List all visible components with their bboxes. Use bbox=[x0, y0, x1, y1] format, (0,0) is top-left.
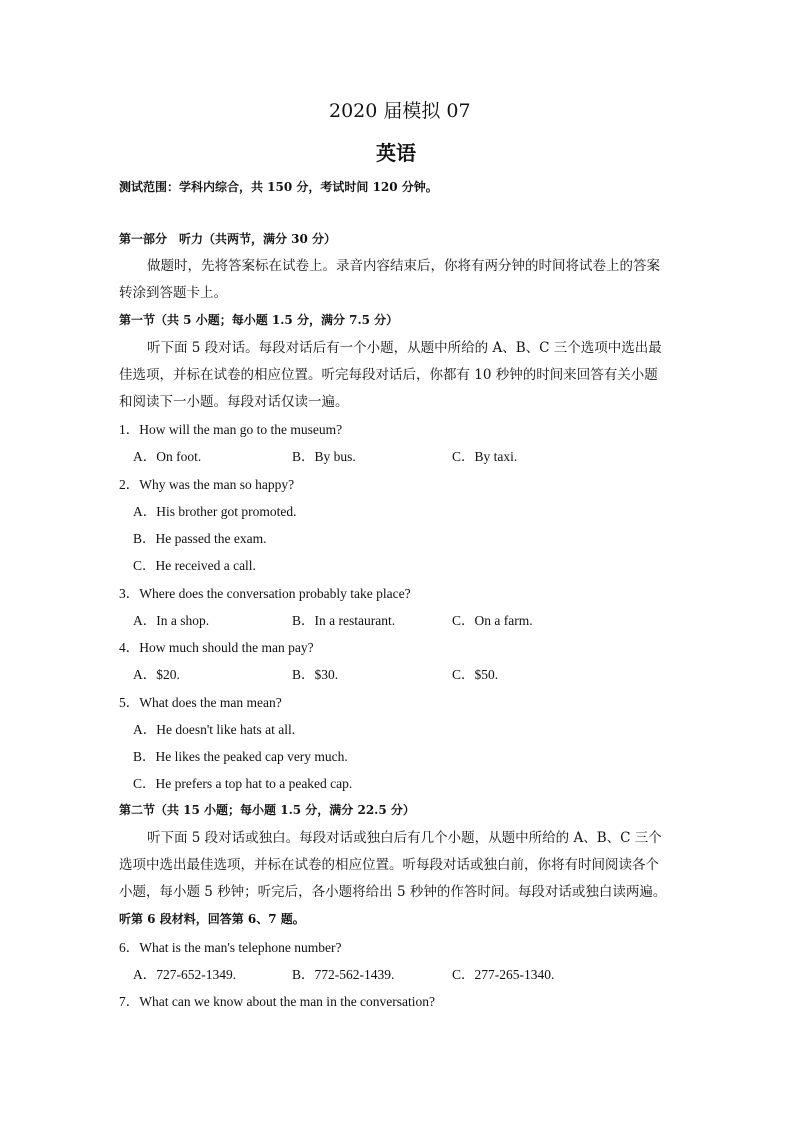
question-6-option-c: C．277-265-1340. bbox=[452, 967, 555, 982]
section2-instr-line1: 听下面 5 段对话或独白。每段对话或独白后有几个小题，从题中所给的 A、B、C 三个 bbox=[147, 830, 662, 846]
section1-heading: 第一节（共 5 小题；每小题 1.5 分，满分 7.5 分） bbox=[119, 313, 399, 327]
section1-instr-line3: 和阅读下一小题。每段对话仅读一遍。 bbox=[119, 394, 349, 410]
question-2-option-c: C．He received a call. bbox=[133, 558, 256, 573]
question-6-option-a: A．727-652-1349. bbox=[133, 967, 237, 982]
question-3-option-c: C．On a farm. bbox=[452, 613, 533, 628]
question-4-option-b: B．$30. bbox=[292, 667, 339, 682]
section1-instr-line2: 佳选项，并标在试卷的相应位置。听完每段对话后，你都有 10 秒钟的时间来回答有关小题 bbox=[119, 367, 658, 383]
question-4-option-a: A．$20. bbox=[133, 667, 180, 682]
question-3-stem: 3．Where does the conversation probably take place? bbox=[119, 586, 411, 601]
section2-heading: 第二节（共 15 小题；每小题 1.5 分，满分 22.5 分） bbox=[119, 803, 415, 817]
question-1-option-c: C．By taxi. bbox=[452, 449, 518, 464]
subject-title: 英语 bbox=[376, 141, 416, 165]
question-6-option-b: B．772-562-1439. bbox=[292, 967, 395, 982]
part1-intro-line1: 做题时，先将答案标在试卷上。录音内容结束后，你将有两分钟的时间将试卷上的答案 bbox=[147, 258, 660, 274]
question-2-stem: 2．Why was the man so happy? bbox=[119, 477, 295, 492]
question-5-stem: 5．What does the man mean? bbox=[119, 695, 282, 710]
question-5-option-a: A．He doesn't like hats at all. bbox=[133, 722, 296, 737]
exam-title: 2020 届模拟 07 bbox=[329, 100, 471, 122]
question-2-option-b: B．He passed the exam. bbox=[133, 531, 267, 546]
part1-heading: 第一部分 听力（共两节，满分 30 分） bbox=[119, 232, 337, 246]
section1-instr-line1: 听下面 5 段对话。每段对话后有一个小题，从题中所给的 A、B、C 三个选项中选出最 bbox=[147, 340, 662, 356]
material-6-label: 听第 6 段材料，回答第 6、7 题。 bbox=[119, 912, 305, 926]
question-6-stem: 6．What is the man's telephone number? bbox=[119, 940, 342, 955]
question-1-stem: 1．How will the man go to the museum? bbox=[119, 422, 343, 437]
section2-instr-line2: 选项中选出最佳选项，并标在试卷的相应位置。听每段对话或独白前，你将有时间阅读各个 bbox=[119, 857, 659, 873]
question-4-stem: 4．How much should the man pay? bbox=[119, 640, 314, 655]
test-scope: 测试范围：学科内综合，共 150 分，考试时间 120 分钟。 bbox=[119, 180, 438, 194]
question-3-option-a: A．In a shop. bbox=[133, 613, 210, 628]
question-2-option-a: A．His brother got promoted. bbox=[133, 504, 297, 519]
question-4-option-c: C．$50. bbox=[452, 667, 499, 682]
section2-instr-line3: 小题，每小题 5 秒钟；听完后，各小题将给出 5 秒钟的作答时间。每段对话或独白读两遍。 bbox=[119, 884, 667, 900]
part1-intro-line2: 转涂到答题卡上。 bbox=[119, 285, 227, 301]
question-5-option-c: C．He prefers a top hat to a peaked cap. bbox=[133, 776, 353, 791]
question-1-option-a: A．On foot. bbox=[133, 449, 202, 464]
question-3-option-b: B．In a restaurant. bbox=[292, 613, 396, 628]
question-7-stem: 7．What can we know about the man in the conversation? bbox=[119, 994, 436, 1009]
question-5-option-b: B．He likes the peaked cap very much. bbox=[133, 749, 348, 764]
question-1-option-b: B．By bus. bbox=[292, 449, 356, 464]
